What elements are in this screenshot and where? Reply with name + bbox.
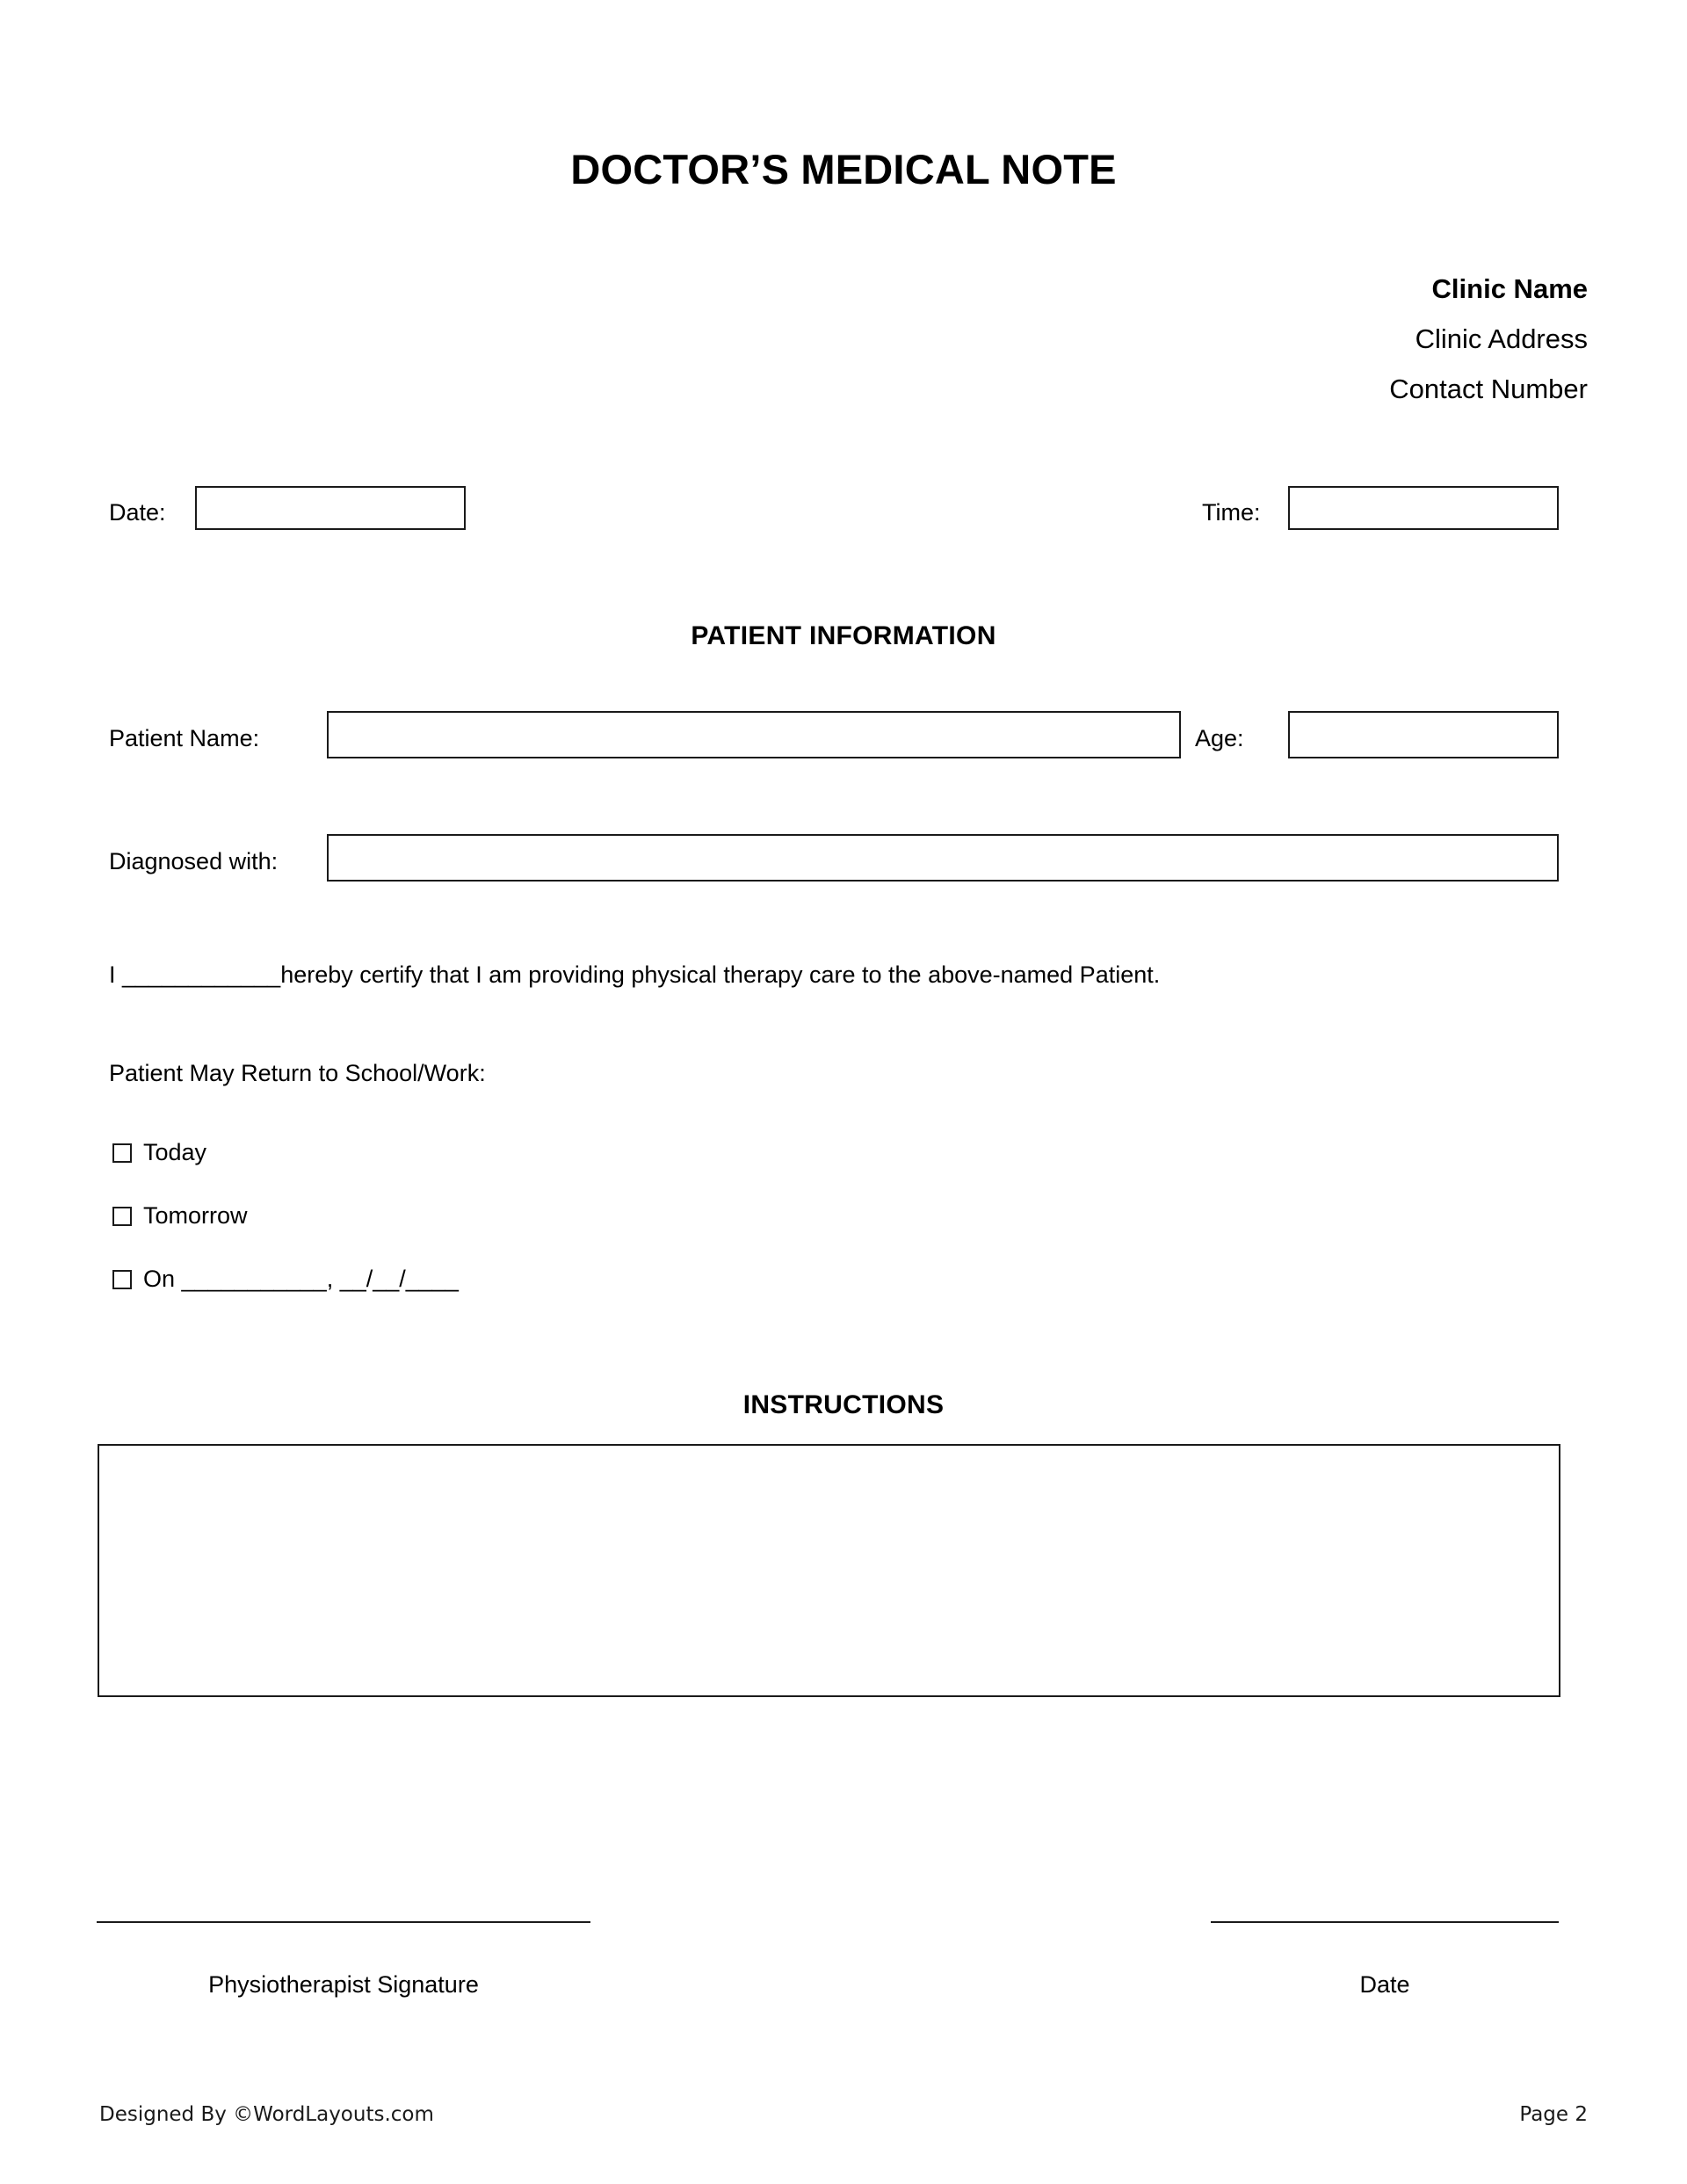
page-title: DOCTOR’S MEDICAL NOTE	[570, 146, 1117, 192]
checkbox-empty-icon[interactable]	[112, 1143, 132, 1163]
instructions-textarea[interactable]	[98, 1444, 1560, 1697]
footer-designed-by: Designed By ©WordLayouts.com	[99, 2103, 434, 2126]
return-to-school-work-label: Patient May Return to School/Work:	[109, 1060, 486, 1086]
time-label: Time:	[1202, 499, 1261, 526]
instructions-heading: INSTRUCTIONS	[742, 1390, 945, 1419]
checkbox-empty-icon[interactable]	[112, 1270, 132, 1289]
age-label: Age:	[1195, 725, 1244, 751]
footer-page-number: Page 2	[1519, 2103, 1588, 2126]
return-option-today[interactable]	[112, 1141, 206, 1165]
signature-caption-physiotherapist: Physiotherapist Signature	[208, 1971, 479, 1998]
patient-name-label: Patient Name:	[109, 725, 260, 751]
date-input[interactable]	[195, 486, 466, 530]
patient-name-input[interactable]	[327, 711, 1181, 758]
return-option-label: Today	[143, 1139, 207, 1165]
clinic-contact-number: Contact Number	[1389, 374, 1588, 404]
return-option-label: On ___________, __/__/____	[143, 1266, 459, 1292]
checkbox-empty-icon[interactable]	[112, 1207, 132, 1226]
age-input[interactable]	[1288, 711, 1559, 758]
diagnosed-with-input[interactable]	[327, 834, 1559, 882]
return-option-tomorrow[interactable]	[112, 1204, 248, 1228]
clinic-address: Clinic Address	[1415, 323, 1588, 354]
date-label: Date:	[109, 499, 166, 526]
signature-line-date	[1211, 1921, 1559, 1923]
signature-line-physiotherapist	[97, 1921, 590, 1923]
certification-statement: I ____________hereby certify that I am providing physical therapy care to the above-named Patient.	[109, 961, 1161, 988]
clinic-info-block	[1389, 264, 1588, 414]
diagnosed-with-label: Diagnosed with:	[109, 848, 279, 874]
signature-caption-date: Date	[1359, 1971, 1410, 1998]
clinic-name: Clinic Name	[1431, 273, 1588, 304]
patient-information-heading: PATIENT INFORMATION	[691, 621, 996, 650]
return-option-on-date[interactable]	[112, 1267, 459, 1291]
time-input[interactable]	[1288, 486, 1559, 530]
return-option-label: Tomorrow	[143, 1202, 248, 1229]
